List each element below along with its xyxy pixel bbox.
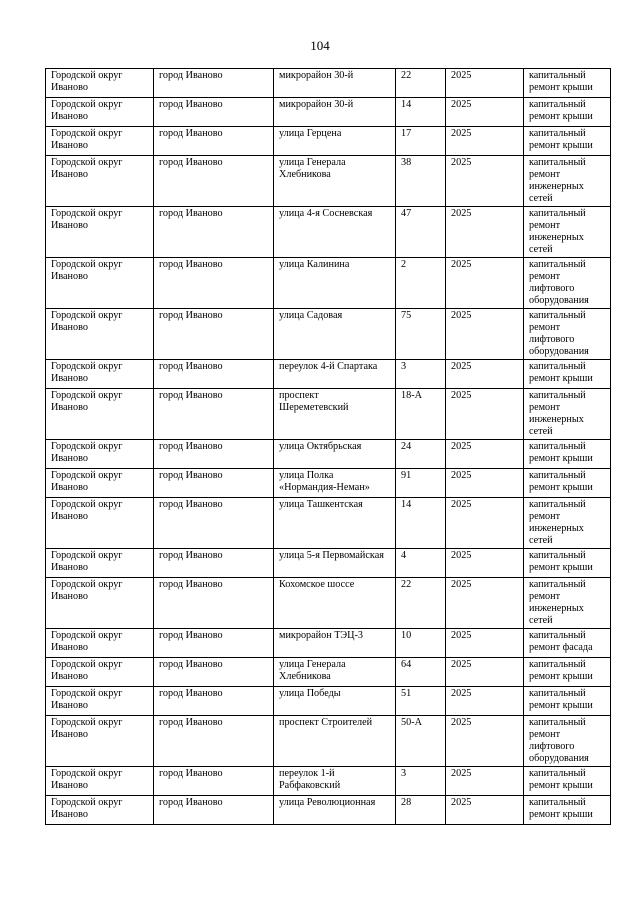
- cell-work-type: капитальный ремонт крыши: [524, 440, 611, 469]
- cell-house-number: 50-А: [396, 716, 446, 767]
- cell-municipality: Городской округ Иваново: [46, 629, 154, 658]
- cell-year: 2025: [446, 258, 524, 309]
- cell-house-number: 10: [396, 629, 446, 658]
- cell-settlement: город Иваново: [154, 389, 274, 440]
- table-row: [46, 389, 611, 440]
- cell-work-type: капитальный ремонт крыши: [524, 549, 611, 578]
- cell-settlement: город Иваново: [154, 360, 274, 389]
- cell-year: 2025: [446, 629, 524, 658]
- page-number: 104: [310, 38, 330, 53]
- cell-work-type: капитальный ремонт крыши: [524, 127, 611, 156]
- cell-work-type: капитальный ремонт крыши: [524, 658, 611, 687]
- table-row: [46, 629, 611, 658]
- cell-municipality: Городской округ Иваново: [46, 207, 154, 258]
- table-row: [46, 469, 611, 498]
- cell-house-number: 2: [396, 258, 446, 309]
- cell-municipality: Городской округ Иваново: [46, 258, 154, 309]
- cell-year: 2025: [446, 767, 524, 796]
- cell-year: 2025: [446, 469, 524, 498]
- cell-municipality: Городской округ Иваново: [46, 360, 154, 389]
- cell-street: улица Калинина: [274, 258, 396, 309]
- cell-street: микрорайон 30-й: [274, 69, 396, 98]
- cell-street: улица Ташкентская: [274, 498, 396, 549]
- cell-work-type: капитальный ремонт инженерных сетей: [524, 156, 611, 207]
- cell-year: 2025: [446, 498, 524, 549]
- cell-settlement: город Иваново: [154, 716, 274, 767]
- cell-work-type: капитальный ремонт крыши: [524, 469, 611, 498]
- cell-settlement: город Иваново: [154, 258, 274, 309]
- cell-street: Кохомское шоссе: [274, 578, 396, 629]
- cell-settlement: город Иваново: [154, 309, 274, 360]
- table-row: [46, 258, 611, 309]
- cell-year: 2025: [446, 127, 524, 156]
- cell-house-number: 64: [396, 658, 446, 687]
- cell-street: улица Герцена: [274, 127, 396, 156]
- cell-municipality: Городской округ Иваново: [46, 498, 154, 549]
- cell-year: 2025: [446, 156, 524, 207]
- cell-work-type: капитальный ремонт крыши: [524, 69, 611, 98]
- cell-work-type: капитальный ремонт фасада: [524, 629, 611, 658]
- cell-house-number: 17: [396, 127, 446, 156]
- cell-work-type: капитальный ремонт крыши: [524, 767, 611, 796]
- table-row: [46, 440, 611, 469]
- cell-street: микрорайон ТЭЦ-3: [274, 629, 396, 658]
- cell-settlement: город Иваново: [154, 69, 274, 98]
- cell-street: проспект Строителей: [274, 716, 396, 767]
- cell-year: 2025: [446, 549, 524, 578]
- cell-street: улица Полка «Нормандия-Неман»: [274, 469, 396, 498]
- cell-year: 2025: [446, 716, 524, 767]
- table-row: [46, 687, 611, 716]
- cell-house-number: 18-А: [396, 389, 446, 440]
- cell-settlement: город Иваново: [154, 156, 274, 207]
- repair-schedule-table: [45, 68, 611, 825]
- cell-house-number: 91: [396, 469, 446, 498]
- cell-municipality: Городской округ Иваново: [46, 309, 154, 360]
- cell-municipality: Городской округ Иваново: [46, 156, 154, 207]
- cell-house-number: 4: [396, 549, 446, 578]
- table-row: [46, 716, 611, 767]
- cell-house-number: 22: [396, 578, 446, 629]
- table-row: [46, 796, 611, 825]
- cell-municipality: Городской округ Иваново: [46, 716, 154, 767]
- table-row: [46, 658, 611, 687]
- cell-street: улица 5-я Первомайская: [274, 549, 396, 578]
- cell-house-number: 22: [396, 69, 446, 98]
- cell-year: 2025: [446, 687, 524, 716]
- cell-work-type: капитальный ремонт инженерных сетей: [524, 498, 611, 549]
- cell-work-type: капитальный ремонт лифтового оборудования: [524, 309, 611, 360]
- cell-house-number: 3: [396, 360, 446, 389]
- cell-street: улица Генерала Хлебникова: [274, 658, 396, 687]
- table-row: [46, 207, 611, 258]
- cell-street: улица Революционная: [274, 796, 396, 825]
- cell-street: микрорайон 30-й: [274, 98, 396, 127]
- cell-settlement: город Иваново: [154, 629, 274, 658]
- cell-street: улица Победы: [274, 687, 396, 716]
- cell-work-type: капитальный ремонт инженерных сетей: [524, 578, 611, 629]
- cell-work-type: капитальный ремонт лифтового оборудования: [524, 258, 611, 309]
- table-row: [46, 309, 611, 360]
- cell-settlement: город Иваново: [154, 767, 274, 796]
- cell-house-number: 75: [396, 309, 446, 360]
- table-row: [46, 360, 611, 389]
- cell-settlement: город Иваново: [154, 207, 274, 258]
- cell-work-type: капитальный ремонт крыши: [524, 687, 611, 716]
- cell-settlement: город Иваново: [154, 469, 274, 498]
- cell-street: улица Садовая: [274, 309, 396, 360]
- cell-municipality: Городской округ Иваново: [46, 796, 154, 825]
- cell-house-number: 28: [396, 796, 446, 825]
- cell-year: 2025: [446, 309, 524, 360]
- cell-settlement: город Иваново: [154, 98, 274, 127]
- cell-settlement: город Иваново: [154, 549, 274, 578]
- cell-street: улица Октябрьская: [274, 440, 396, 469]
- cell-work-type: капитальный ремонт крыши: [524, 360, 611, 389]
- cell-house-number: 24: [396, 440, 446, 469]
- cell-settlement: город Иваново: [154, 498, 274, 549]
- cell-house-number: 51: [396, 687, 446, 716]
- cell-municipality: Городской округ Иваново: [46, 389, 154, 440]
- cell-municipality: Городской округ Иваново: [46, 469, 154, 498]
- cell-settlement: город Иваново: [154, 578, 274, 629]
- cell-settlement: город Иваново: [154, 687, 274, 716]
- cell-street: переулок 4-й Спартака: [274, 360, 396, 389]
- table-row: [46, 549, 611, 578]
- cell-municipality: Городской округ Иваново: [46, 127, 154, 156]
- cell-municipality: Городской округ Иваново: [46, 549, 154, 578]
- cell-settlement: город Иваново: [154, 658, 274, 687]
- cell-year: 2025: [446, 796, 524, 825]
- cell-year: 2025: [446, 440, 524, 469]
- cell-work-type: капитальный ремонт крыши: [524, 98, 611, 127]
- cell-municipality: Городской округ Иваново: [46, 658, 154, 687]
- cell-house-number: 14: [396, 498, 446, 549]
- cell-street: улица 4-я Сосневская: [274, 207, 396, 258]
- cell-work-type: капитальный ремонт лифтового оборудования: [524, 716, 611, 767]
- table-row: [46, 69, 611, 98]
- cell-municipality: Городской округ Иваново: [46, 440, 154, 469]
- cell-house-number: 38: [396, 156, 446, 207]
- table-body: [46, 69, 611, 825]
- cell-year: 2025: [446, 389, 524, 440]
- cell-municipality: Городской округ Иваново: [46, 687, 154, 716]
- cell-settlement: город Иваново: [154, 127, 274, 156]
- table-row: [46, 98, 611, 127]
- cell-municipality: Городской округ Иваново: [46, 98, 154, 127]
- cell-street: проспект Шереметевский: [274, 389, 396, 440]
- table-row: [46, 498, 611, 549]
- table-row: [46, 127, 611, 156]
- cell-year: 2025: [446, 658, 524, 687]
- cell-house-number: 14: [396, 98, 446, 127]
- cell-street: улица Генерала Хлебникова: [274, 156, 396, 207]
- cell-street: переулок 1-й Рабфаковский: [274, 767, 396, 796]
- table-row: [46, 767, 611, 796]
- cell-year: 2025: [446, 207, 524, 258]
- cell-settlement: город Иваново: [154, 796, 274, 825]
- table-row: [46, 156, 611, 207]
- cell-municipality: Городской округ Иваново: [46, 767, 154, 796]
- cell-year: 2025: [446, 98, 524, 127]
- cell-year: 2025: [446, 360, 524, 389]
- cell-house-number: 3: [396, 767, 446, 796]
- cell-municipality: Городской округ Иваново: [46, 69, 154, 98]
- cell-settlement: город Иваново: [154, 440, 274, 469]
- cell-house-number: 47: [396, 207, 446, 258]
- table-row: [46, 578, 611, 629]
- cell-year: 2025: [446, 69, 524, 98]
- cell-work-type: капитальный ремонт инженерных сетей: [524, 207, 611, 258]
- cell-work-type: капитальный ремонт крыши: [524, 796, 611, 825]
- cell-year: 2025: [446, 578, 524, 629]
- cell-work-type: капитальный ремонт инженерных сетей: [524, 389, 611, 440]
- cell-municipality: Городской округ Иваново: [46, 578, 154, 629]
